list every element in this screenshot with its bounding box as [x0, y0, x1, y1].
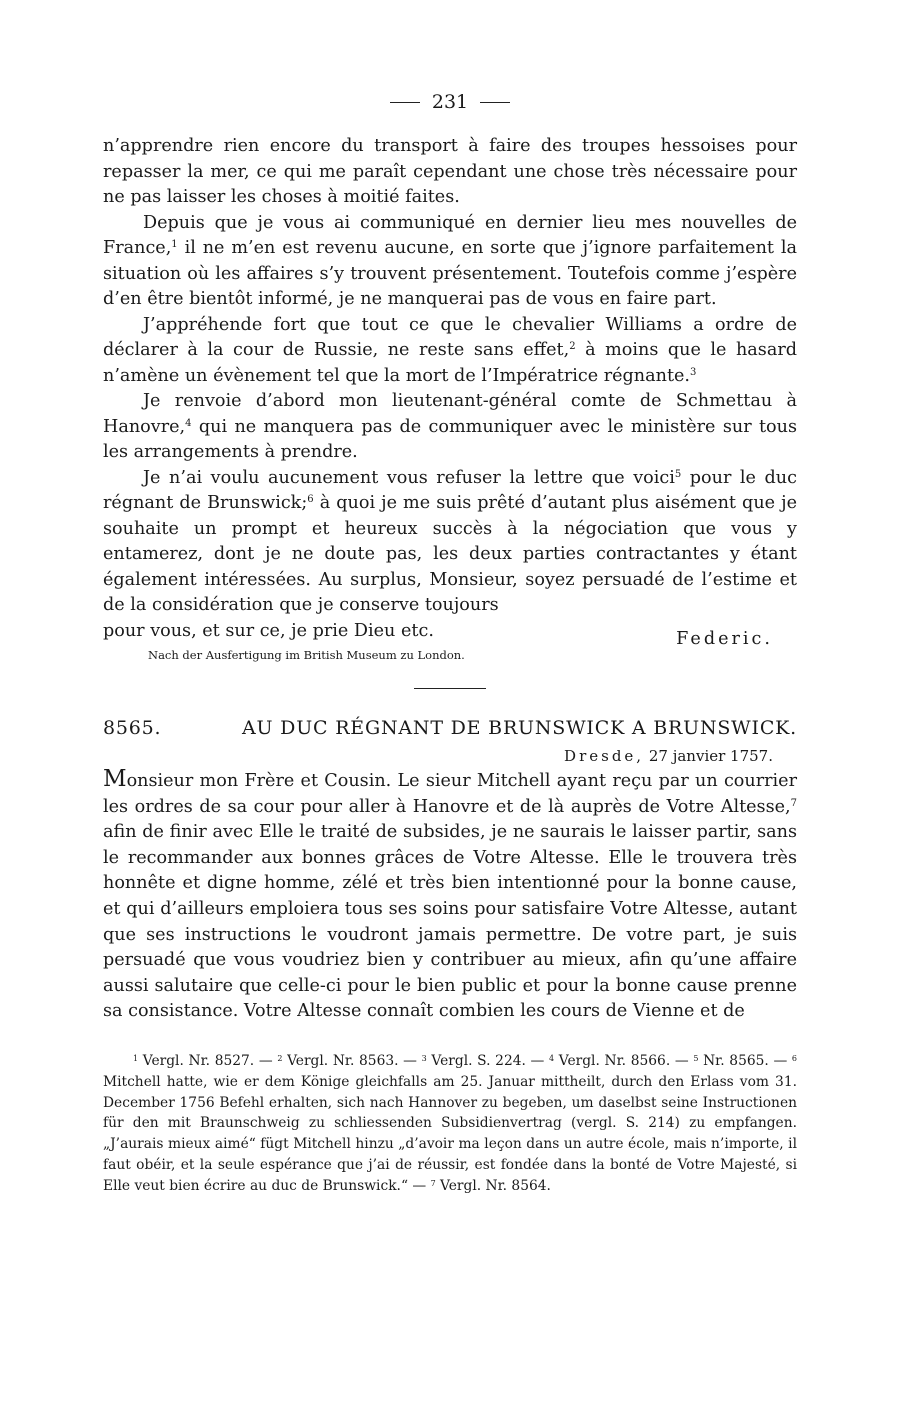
paragraph-text: il ne m’en est revenu aucune, en sorte que j’ignore parfaitement la situation où les affaires s’y trouvent présentement. Toutefois comme j’espère d’en être bientôt informé, je ne manquerai pas de vous en faire part.: [103, 238, 797, 309]
footnote-text: Vergl. Nr. 8566. —: [554, 1052, 694, 1069]
footnote-marker: 5: [693, 1053, 699, 1063]
footnotes: [103, 1051, 797, 1197]
footnote-text: Vergl. Nr. 8563. —: [282, 1052, 422, 1069]
document-title: AU DUC RÉGNANT DE BRUNSWICK A BRUNSWICK.: [242, 717, 797, 739]
document-heading: [103, 715, 797, 741]
footnote-block: [103, 1051, 797, 1197]
footnote-ref: 1: [171, 239, 178, 250]
footnote-text: Vergl. Nr. 8527. —: [138, 1052, 278, 1069]
section-divider: [414, 688, 486, 689]
paragraph-text: Je n’ai voulu aucunement vous refuser la lettre que voici: [143, 467, 675, 488]
footnote-ref: 4: [185, 417, 192, 429]
closing-line: pour vous, et sur ce, je prie Dieu etc.: [103, 620, 434, 641]
page-number-dash-left: [390, 102, 420, 103]
footnote-ref: 2: [569, 341, 576, 352]
footnote-marker: 2: [277, 1053, 283, 1063]
closing-row: [103, 619, 797, 649]
page-number-row: [103, 88, 797, 116]
letter-continuation: [103, 134, 797, 649]
paragraph-text: qui ne manquera pas de communiquer avec le ministère sur tous les arrangements à prendre.: [103, 416, 797, 462]
footnote-text: Nr. 8565. —: [698, 1052, 792, 1069]
footnote-marker: 3: [421, 1053, 427, 1063]
paragraph: [103, 389, 797, 466]
paragraph-text: Je renvoie d’abord mon lieutenant-général comte de Schmettau à Hanovre,: [103, 391, 797, 437]
source-note: Nach der Ausfertigung im British Museum zu London.: [148, 648, 465, 662]
paragraph-text: à quoi je me suis prêté d’autant plus aisément que je souhaite un prompt et heureux succès à la négociation que vous y entamerez, dont je ne doute pas, les deux parties contractantes y étant également intéressées. Au surplus, Monsieur, soyez persuadé de l’estime et de la considération que je conserve toujours: [103, 493, 797, 615]
dateline-date: 27 janvier 1757.: [648, 747, 773, 765]
footnote-marker: 6: [791, 1053, 798, 1063]
footnote-ref: 5: [674, 468, 682, 480]
paragraph-text: J’appréhende fort que tout ce que le chevalier Williams a ordre de déclarer à la cour de Russie, ne reste sans effet,: [103, 314, 797, 360]
dateline: [103, 745, 773, 767]
footnote-marker: 7: [430, 1178, 436, 1188]
footnote-marker: 4: [549, 1053, 555, 1063]
paragraph: [103, 313, 797, 390]
paragraph-text: à moins que le hasard n’amène un évènement tel que la mort de l’Impératrice régnante.: [103, 340, 797, 386]
dateline-place: Dresde,: [564, 747, 645, 765]
footnote-text: Mitchell hatte, wie er dem Könige gleichfalls am 25. Januar mittheilt, durch den Erlass vom 31. December 1756 Befehl erhalten, sich nach Hannover zu begeben, um daselbst seine Instructionen für den mit Braunschweig zu schliessenden Subsidienvertrag (vergl. S. 214) zu empfangen. „J’aurais mieux aimé“ fügt Mitchell hinzu „d’avoir ma leçon dans un autre école, mais n’importe, il faut obéir, et la seule espérance que j’ai de réussir, est fondée dans la bonté de Votre Majesté, si Elle veut bien écrire au duc de Brunswick.“ —: [103, 1073, 797, 1194]
paragraph: n’apprendre rien encore du transport à faire des troupes hessoises pour repasser la mer, ce qui me paraît cependant une chose très nécessaire pour ne pas laisser les choses à moitié faites.: [103, 136, 797, 207]
paragraph-text: Depuis que je vous ai communiqué en dernier lieu mes nouvelles de France,: [103, 212, 797, 258]
footnote-text: Vergl. S. 224. —: [426, 1052, 550, 1069]
signature: Federic.: [676, 628, 773, 649]
paragraph: [103, 466, 797, 619]
footnote-marker: 1: [133, 1053, 139, 1063]
document-page: [103, 88, 797, 1197]
paragraph: [103, 211, 797, 313]
footnote-text: Vergl. Nr. 8564.: [435, 1177, 551, 1194]
document-number: 8565.: [103, 717, 162, 739]
drop-cap: M: [103, 766, 127, 792]
paragraph: [103, 767, 797, 1025]
page-number-dash-right: [480, 102, 510, 103]
paragraph-text: onsieur mon Frère et Cousin. Le sieur Mitchell ayant reçu par un courrier les ordres de sa cour pour aller à Hanovre et de là auprès de Votre Altesse,: [103, 771, 797, 817]
footnote-ref: 3: [690, 366, 697, 378]
paragraph-text: afin de finir avec Elle le traité de subsides, je ne saurais le laisser partir, sans le recommander aux bonnes grâces de Votre Altesse. Elle le trouvera très honnête et digne homme, zélé et très bien intentionné pour la bonne cause, et qui d’ailleurs emploiera tous ses soins pour satisfaire Votre Altesse, autant que ses instructions le voudront jamais permettre. De votre part, je suis persuadé que vous voudriez bien y contribuer au mieux, afin qu’une affaire aussi salutaire que celle-ci pour le bien public et pour la bonne cause prenne sa consistance. Votre Altesse connaît combien les cours de Vienne et de: [103, 822, 797, 1022]
paragraph-text: pour le duc régnant de Brunswick;: [103, 467, 797, 513]
footnote-ref: 7: [790, 797, 797, 809]
letter-body: [103, 767, 797, 1025]
page-number: 231: [431, 91, 469, 113]
footnote-ref: 6: [307, 494, 314, 505]
